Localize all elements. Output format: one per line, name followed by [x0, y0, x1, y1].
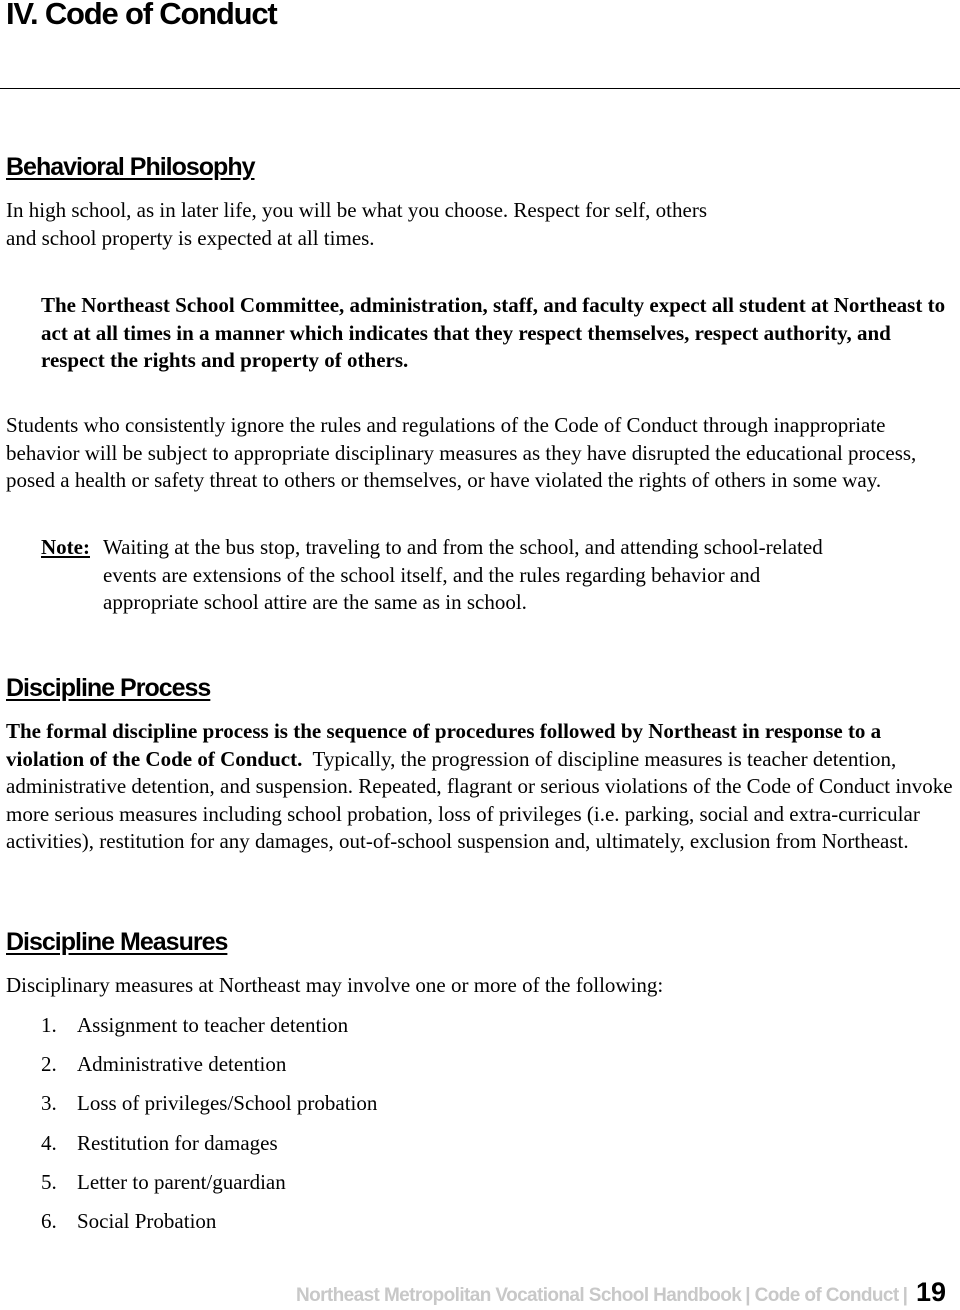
list-item: 3. Loss of privileges/School probation [41, 1091, 378, 1115]
footer-separator: | [902, 1285, 908, 1306]
list-item: 6. Social Probation [41, 1209, 217, 1233]
note-block [41, 534, 861, 617]
footer-handbook-title: Northeast Metropolitan Vocational School Handbook [295, 1285, 742, 1306]
students-paragraph: Students who consistently ignore the rules and regulations of the Code of Conduct through inappropriate behavior will be subject to appropriate disciplinary measures as they have disrupted the educational process, posed a health or safety threat to others or themselves, or have violated the rights of others in some way. [6, 413, 917, 492]
list-item: 1. Assignment to teacher detention [41, 1013, 349, 1037]
note-text: Waiting at the bus stop, traveling to and from the school, and attending school-related events are extensions of the school itself, and the rules regarding behavior and appropriate school attire are the same as in school. [103, 535, 823, 614]
heading-discipline-measures: Discipline Measures [6, 928, 228, 956]
list-item: 2. Administrative detention [41, 1052, 287, 1076]
committee-statement: The Northeast School Committee, administration, staff, and faculty expect all student at Northeast to act at all times in a manner which indicates that they respect themselves, respect authority, and respect the rights and property of others. [41, 293, 946, 372]
page-footer [296, 1277, 946, 1308]
heading-behavioral-philosophy: Behavioral Philosophy [6, 153, 255, 181]
chapter-title: IV. Code of Conduct [6, 0, 277, 31]
discipline-measures-list [41, 1012, 541, 1242]
discipline-process-paragraph [6, 718, 956, 856]
title-divider [0, 88, 960, 89]
note-label: Note: [41, 535, 90, 559]
philosophy-intro [6, 197, 707, 252]
heading-discipline-process: Discipline Process [6, 674, 211, 702]
footer-separator: | [745, 1285, 751, 1306]
footer-chapter: Code of Conduct [754, 1285, 899, 1306]
list-item: 4. Restitution for damages [41, 1131, 278, 1155]
discipline-measures-intro: Disciplinary measures at Northeast may involve one or more of the following: [6, 973, 664, 997]
philosophy-intro-line2: and school property is expected at all times. [6, 225, 375, 250]
list-item: 5. Letter to parent/guardian [41, 1170, 286, 1194]
discipline-process-bold-lead: The formal discipline process is the sequence of procedures followed by Northeast in response to a violation of the Code of Conduct. [6, 719, 882, 771]
page-number: 19 [915, 1277, 946, 1307]
philosophy-intro-line1: In high school, as in later life, you will be what you choose. Respect for self, others [6, 198, 707, 222]
discipline-process-body: Typically, the progression of discipline measures is teacher detention, administrative detention, and suspension. Repeated, flagrant or serious violations of the Code of Conduct invoke more serious measures including school probation, loss of privileges (i.e. parking, social and extra-curricular activities), restitution for any damages, out-of-school suspension and, ultimately, exclusion from Northeast. [6, 746, 953, 853]
